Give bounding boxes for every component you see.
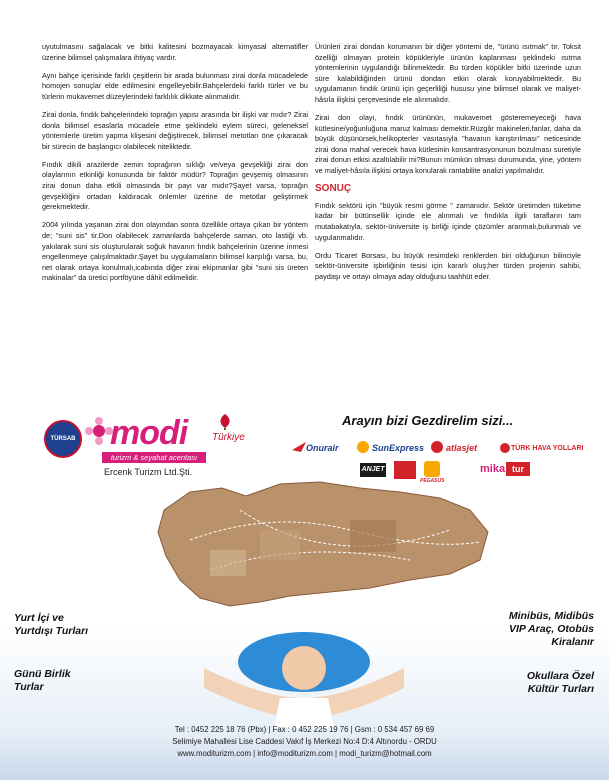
section-heading-sonuc: SONUÇ xyxy=(315,183,352,195)
tursab-label: TÜRSAB xyxy=(50,436,76,442)
slogan: Arayın bizi Gezdirelim sizi... xyxy=(342,413,514,428)
email-link[interactable]: info@moditurizm.com xyxy=(257,749,333,758)
tulip-icon xyxy=(214,412,236,430)
anjet-logo: ANJET xyxy=(361,466,385,473)
service-vehicles xyxy=(478,610,594,649)
service-school xyxy=(478,670,594,696)
web-line: www.moditurizm.com | info@moditurizm.com | modi_turizm@hotmail.com xyxy=(177,749,432,758)
fax: Fax : 0 452 225 19 76 xyxy=(272,725,349,734)
turkiye-label: Türkiye xyxy=(212,432,245,443)
email-link-2[interactable]: modi_turizm@hotmail.com xyxy=(339,749,432,758)
paragraph: Ürünleri zirai dondan korumanın bir diğer yöntemi de, "ürünü ısıtmak" tır. Toksit özelliği olmayan protein köpükleriyle ürünün kaplanması şeklindeki ısıtma yöntemlerinin uygulandığı bilinmektedir. Bu türden köpükler bitki üzerinde uzun süre kalabildiğinden ürünü dondan etkin olarak koruyabilmektedir. Bu uygulamanın fındık ürünü için geçerliliği hususu yine bilimsel olarak ve maliyet- hâsıla ilişkisi çerçevesinde ele alınmalıdır. xyxy=(315,42,581,104)
address: Selimiye Mahallesi Lise Caddesi Vakıf İş Merkezi No:4 D:4 Altınordu - ORDU xyxy=(172,737,437,746)
atlasjet-icon xyxy=(430,440,444,454)
service-line: Turlar xyxy=(14,681,44,693)
paragraph: Fındık dikili arazilerde zemin toprağının sıklığı ve/veya gevşekliği zirai don olaylarının etkinliği konusunda bir faktör müdür? Toprağın gevşemiş olmasının zirai donun daha etkili olmasında bir payı var mıdır?Şayet varsa, toprağın gevşekliğini ortadan kaldıracak önlemler üzerine de metotlar geliştirmek gerekmektedir. xyxy=(42,159,308,212)
onurair-wing-icon xyxy=(292,442,306,452)
paragraph: Zirai donla, fındık bahçelerindeki toprağın yapısı arasında bir ilişki var mıdır? Zirai donla bilimsel esaslarla mücadele etme şeklindeki eylem süreci, geleneksel yöntemlerle üretim yapma klişesini değiştirecek, bilimsel metotları öne çıkaracak bir sürecin de başlangıcı olabilecek niteliktedir. xyxy=(42,109,308,151)
company-name: Ercenk Turizm Ltd.Şti. xyxy=(104,467,193,477)
atlasjet-logo: atlasjet xyxy=(446,443,478,453)
thy-logo: TÜRK HAVA YOLLARI xyxy=(511,445,584,452)
woman-with-hat-icon xyxy=(204,628,404,728)
gsm: Gsm : 0 534 457 69 69 xyxy=(354,725,435,734)
thy-bird-icon xyxy=(500,443,510,453)
service-line: Kültür Turları xyxy=(527,683,594,695)
turkey-map-icon xyxy=(150,470,500,630)
phone: Tel : 0452 225 18 76 (Pbx) xyxy=(174,725,267,734)
contact-footer xyxy=(0,724,609,760)
service-line: Günü Birlik xyxy=(14,668,71,680)
paragraph: Zirai don olayı, fındık ürününün, mukavemet gösteremeyeceği hava kütlesine/yoğunluğuna maruz kalması demektir.Rüzgâr makineleri,fanlar, daha da büyük düşünürsek,helikopterler vasıtasıyla "havanın karıştırılması" neticesinde zirai dona mahal verecek hava kütlesinin konsantrasyonunun bozulması suretiyle zirai donun etkisi azaltılabilir mi?Bunun mümkün olması durumunda, yine, yöntem ve maliyet-hâsıla ilişkisi ortaya konularak rantabilite analizi yapılmalıdır. xyxy=(315,113,581,176)
service-daily xyxy=(14,668,71,694)
tur-logo: tur xyxy=(512,464,524,474)
paragraph: 2004 yılında yaşanan zirai don olayından sonra özellikle ortaya çıkan bir yöntem de; "suni sis" tir.Don olabilecek zamanlarda bahçelerde saman, oto lastiği vb. yakılarak suni sis oluşturularak soğuk havanın fındık bahçelerinin üzerine inmesi engellenmeye çalışılmaktadır.Şayet bu uygulamaların bilimsel karşılığı varsa, bu, net olarak ortaya konulmalı,icabında diğer zirai ekipmanlar gibi "suni sis üreten makinalar" da üretici portföyüne dâhil edilmelidir. xyxy=(42,220,308,283)
service-domestic xyxy=(14,612,88,638)
paragraph: Aynı bahçe içerisinde farklı çeşitlerin bir arada bulunması zirai donla mücadelede homojen sonuçlar elde edilmesini engelleyebilir.Bahçelerdeki farklı türler ve bu türlerin mukavemet düzeylerindeki farklılık dikkate alınmalıdır. xyxy=(42,70,308,101)
service-line: VIP Araç, Otobüs xyxy=(509,623,594,635)
article-left-column xyxy=(42,42,308,291)
service-line: Yurt İçi ve xyxy=(14,612,64,624)
mika-logo: mika xyxy=(480,463,506,475)
service-line: Okullara Özel xyxy=(526,670,594,682)
pegasus-logo: PEGASUS xyxy=(420,478,445,484)
tur-logo-box xyxy=(506,462,530,476)
paragraph: Ordu Ticaret Borsası, bu büyük resimdeki renklerden biri olduğunun bilinciyle sektör-üniversite işbirliğinin tesisi için kararlı oluş;her türden projenin sahibi, paydaşı ve ortayı olmaya aday olduğunu taahhüt eder. xyxy=(315,250,581,281)
brand-name: modi xyxy=(110,414,188,452)
service-line: Yurtdışı Turları xyxy=(14,625,89,637)
onurair-logo: Onurair xyxy=(306,443,339,453)
sunexpress-logo: SunExpress xyxy=(372,443,425,453)
article-right-column xyxy=(315,42,581,290)
website-link[interactable]: www.moditurizm.com xyxy=(177,749,251,758)
tursab-badge-icon xyxy=(44,420,82,458)
paragraph: uyutulmasını sağalacak ve bitki kalitesini bozmayacak kimyasal alternatifler üzerine bilimsel çalışmalara ihtiyaç vardır. xyxy=(42,42,308,62)
service-line: Kiralanır xyxy=(551,636,594,648)
paragraph: Fındık sektörü için "büyük resmi görme " zamanıdır. Sektör üretimden tüketime kadar bir bütünsellik içinde ele alınmalı ve fındıkla ilgili tarafların tam mutabakatıyla, sektör-üniversite iş birliği içinde çözümler aranmalı,bulunmalı ve uygulanmalıdır. xyxy=(315,200,581,242)
tagline-band: turizm & seyahat acentası xyxy=(102,452,206,463)
service-line: Minibüs, Midibüs xyxy=(508,610,594,622)
sun-icon xyxy=(356,440,370,454)
phone-line: Tel : 0452 225 18 76 (Pbx) | Fax : 0 452 225 19 76 | Gsm : 0 534 457 69 69 xyxy=(174,725,435,734)
